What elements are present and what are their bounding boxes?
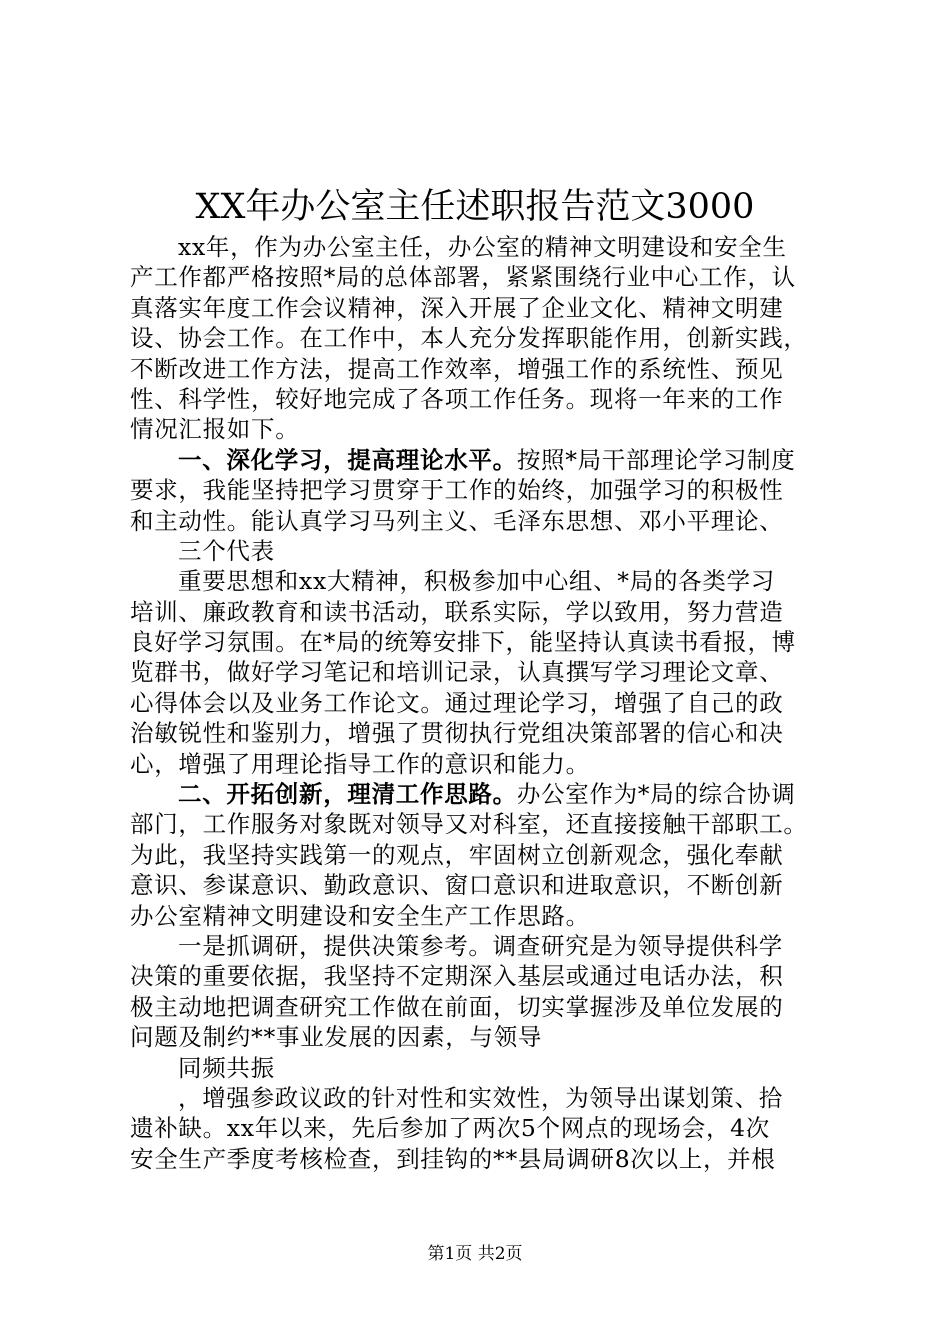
body-line: 心，增强了用理论指导工作的意识和能力。	[130, 749, 590, 778]
section-heading-rest: 按照*局干部理论学习制度	[516, 445, 796, 474]
body-line: 三个代表	[178, 536, 275, 565]
body-line: 不断改进工作方法，提高工作效率，增强工作的系统性、预见	[130, 354, 784, 383]
body-line: 和主动性。能认真学习马列主义、毛泽东思想、邓小平理论、	[130, 506, 784, 535]
section-heading: 一、深化学习，提高理论水平。	[178, 445, 517, 474]
body-line: 重要思想和xx大精神，积极参加中心组、*局的各类学习	[178, 567, 775, 596]
body-line: 问题及制约**事业发展的因素，与领导	[130, 1023, 543, 1052]
body-line: xx年，作为办公室主任，办公室的精神文明建设和安全生	[178, 233, 787, 261]
section-heading-line	[130, 445, 840, 475]
body-line: 决策的重要依据，我坚持不定期深入基层或通过电话办法，积	[130, 962, 784, 991]
body-line: 产工作都严格按照*局的总体部署，紧紧围绕行业中心工作，认	[130, 263, 796, 292]
body-line: 培训、廉政教育和读书活动，联系实际，学以致用，努力营造	[130, 597, 784, 626]
body-line: 要求，我能坚持把学习贯穿于工作的始终，加强学习的积极性	[130, 476, 784, 505]
body-line: 情况汇报如下。	[130, 415, 300, 444]
body-line: 意识、参谋意识、勤政意识、窗口意识和进取意识，不断创新	[130, 871, 784, 900]
document-title: XX年办公室主任述职报告范文3000	[195, 187, 755, 227]
body-line: 同频共振	[178, 1053, 275, 1082]
body-line: 真落实年度工作会议精神，深入开展了企业文化、精神文明建	[130, 293, 784, 322]
body-line: 览群书，做好学习笔记和培训记录，认真撰写学习理论文章、	[130, 658, 784, 687]
body-line: 一是抓调研，提供决策参考。调查研究是为领导提供科学	[178, 931, 783, 960]
body-line: 心得体会以及业务工作论文。通过理论学习，增强了自己的政	[130, 688, 784, 717]
body-line: 遗补缺。xx年以来，先后参加了两次5个网点的现场会，4次	[130, 1114, 771, 1143]
body-line: ，增强参政议政的针对性和实效性，为领导出谋划策、拾	[178, 1083, 783, 1112]
body-line: 部门，工作服务对象既对领导又对科室，还直接接触干部职工。	[130, 810, 808, 839]
section-heading: 二、开拓创新，理清工作思路。	[178, 780, 517, 809]
body-line: 良好学习氛围。在*局的统筹安排下，能坚持认真读书看报，博	[130, 628, 796, 657]
body-line: 极主动地把调查研究工作做在前面，切实掌握涉及单位发展的	[130, 992, 784, 1021]
section-heading-line	[130, 779, 840, 809]
page-footer: 第1页 共2页	[427, 1244, 523, 1264]
body-line: 办公室精神文明建设和安全生产工作思路。	[130, 901, 590, 930]
document-body	[130, 232, 840, 1174]
body-line: 治敏锐性和鉴别力，增强了贯彻执行党组决策部署的信心和决	[130, 719, 784, 748]
section-heading-rest: 办公室作为*局的综合协调	[516, 780, 796, 809]
body-line: 设、协会工作。在工作中，本人充分发挥职能作用，创新实践，	[130, 324, 808, 353]
body-line: 安全生产季度考核检查，到挂钩的**县局调研8次以上，并根	[130, 1144, 776, 1173]
body-line: 性、科学性，较好地完成了各项工作任务。现将一年来的工作	[130, 384, 784, 413]
body-line: 为此，我坚持实践第一的观点，牢固树立创新观念，强化奉献	[130, 840, 784, 869]
